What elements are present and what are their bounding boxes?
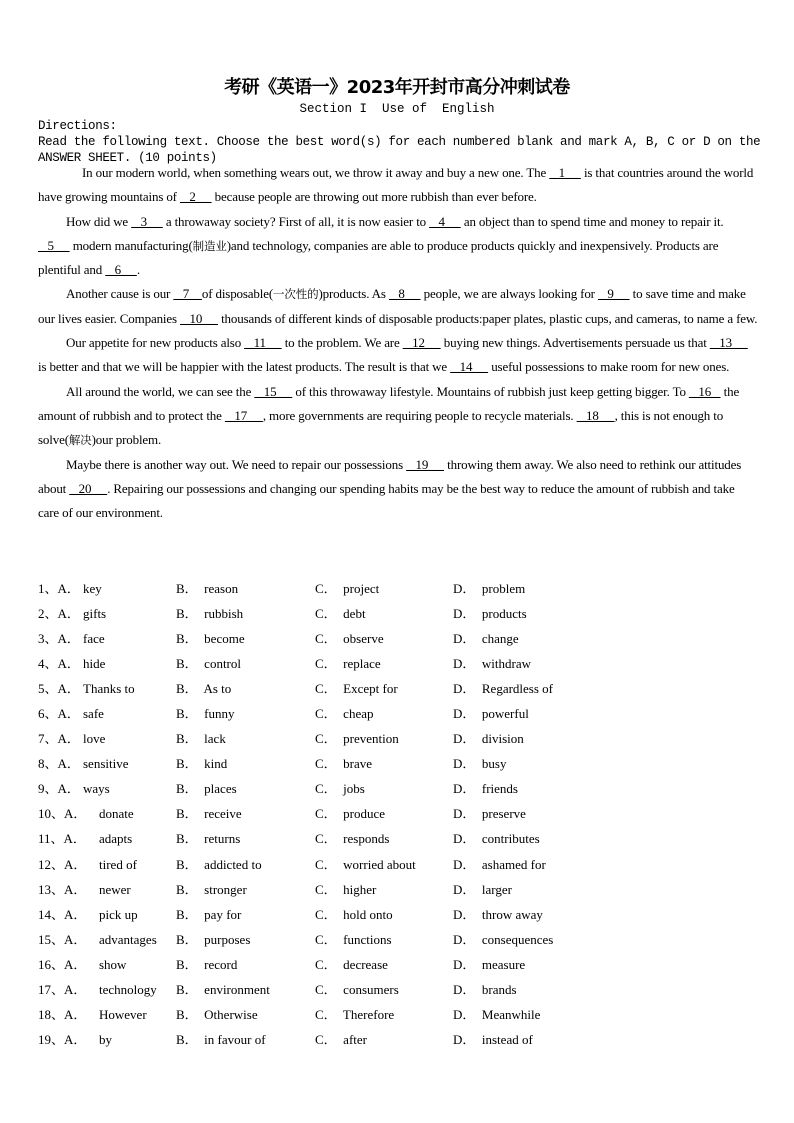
passage-text: is that countries around the world have growing mountains of	[38, 165, 754, 205]
question-number: 14、A．	[38, 906, 87, 922]
blank-18: _18__	[576, 407, 615, 423]
option-c: C． responds	[315, 831, 390, 847]
option-d: D． larger	[453, 881, 512, 897]
option-b: B． receive	[176, 806, 242, 822]
question-row	[38, 1002, 778, 1027]
option-a: pick up	[99, 906, 138, 922]
question-row	[38, 776, 778, 801]
option-c: C． prevention	[315, 731, 399, 747]
option-c: C． Therefore	[315, 1006, 395, 1022]
passage-text: Our appetite for new products also	[66, 335, 245, 351]
option-a: tired of	[99, 856, 137, 872]
blank-2: _2__	[179, 189, 212, 205]
passage-text: of disposable(	[201, 286, 274, 302]
option-b: B． lack	[176, 731, 226, 747]
blank-15: _15__	[254, 383, 293, 399]
question-number: 1、A．	[38, 581, 80, 596]
blank-19: _19__	[406, 456, 445, 472]
question-row	[38, 651, 778, 676]
option-b: B． reason	[176, 581, 239, 596]
question-row	[38, 826, 778, 851]
option-b: B． addicted to	[176, 856, 262, 872]
option-c: C． functions	[315, 931, 392, 947]
option-a: love	[83, 731, 106, 747]
question-number: 2、A．	[38, 606, 80, 622]
option-a: gifts	[83, 606, 107, 622]
option-a: key	[83, 581, 102, 596]
option-d: D． ashamed for	[453, 856, 546, 872]
question-row	[38, 726, 778, 751]
option-b: B． funny	[176, 706, 235, 722]
option-a: newer	[99, 881, 131, 897]
question-row	[38, 877, 778, 902]
passage-paragraph-5	[38, 380, 758, 453]
option-d: D． contributes	[453, 831, 540, 847]
option-b: B． pay for	[176, 906, 242, 922]
option-c: C． cheap	[315, 706, 374, 722]
option-b: B． returns	[176, 831, 241, 847]
option-d: D． products	[453, 606, 527, 622]
option-a: safe	[83, 706, 104, 722]
option-b: B． control	[176, 656, 241, 672]
option-d: D． instead of	[453, 1031, 533, 1047]
passage-text: All around the world, we can see the	[66, 383, 255, 399]
passage-text: an object than to spend time and money to repair it.	[460, 213, 724, 229]
question-number: 19、A．	[38, 1031, 87, 1047]
passage-text: useful possessions to make room for new ones.	[488, 359, 730, 375]
blank-12: _12__	[402, 335, 441, 351]
blank-10: _10__	[180, 310, 218, 326]
question-number: 10、A．	[38, 806, 87, 822]
option-c: C． worried about	[315, 856, 416, 872]
passage-text: , this is not enough to solve(	[38, 407, 724, 448]
passage-text: people, we are always looking for	[420, 286, 598, 302]
question-number: 5、A．	[38, 681, 80, 697]
question-row	[38, 902, 778, 927]
option-b: B． places	[176, 781, 237, 797]
option-a: ways	[83, 781, 110, 797]
directions-text-line1: Read the following text. Choose the best word(s) for each numbered blank and mark A, B, C or D on the	[38, 135, 761, 149]
option-a: sensitive	[83, 756, 129, 772]
option-a: face	[83, 631, 105, 647]
question-row	[38, 701, 778, 726]
option-a: technology	[99, 981, 157, 997]
passage-text: because people are throwing out more rubbish than ever before.	[211, 189, 537, 205]
question-row	[38, 801, 778, 826]
option-a: hide	[83, 656, 106, 672]
question-number: 12、A．	[38, 856, 87, 872]
chinese-gloss: 解决	[68, 433, 92, 448]
question-number: 3、A．	[38, 631, 80, 647]
option-d: D． powerful	[453, 706, 529, 722]
question-row	[38, 676, 778, 701]
option-d: D． Meanwhile	[453, 1006, 541, 1022]
directions-text-line2: ANSWER SHEET. (10 points)	[38, 151, 217, 165]
option-d: D． problem	[453, 581, 526, 596]
passage-text: the amount of rubbish and to protect the	[38, 383, 740, 423]
blank-20: _20__	[69, 480, 108, 496]
blank-16: _ 16_	[688, 383, 721, 399]
option-c: C． decrease	[315, 956, 388, 972]
option-a: advantages	[99, 931, 157, 947]
option-d: D． measure	[453, 956, 526, 972]
question-row	[38, 626, 778, 651]
passage-paragraph-6	[38, 453, 758, 526]
passage-text: Maybe there is another way out. We need to repair our possessions	[66, 456, 407, 472]
option-b: B． become	[176, 631, 245, 647]
question-row	[38, 852, 778, 877]
blank-14: _14__	[450, 359, 489, 375]
option-b: B． kind	[176, 756, 228, 772]
question-number: 16、A．	[38, 956, 87, 972]
passage-text: )our problem.	[91, 432, 162, 448]
option-d: D． friends	[453, 781, 518, 797]
option-c: C． debt	[315, 606, 366, 622]
cloze-passage	[38, 161, 758, 525]
option-a: However	[99, 1006, 147, 1022]
option-d: D． change	[453, 631, 519, 647]
option-c: C． produce	[315, 806, 386, 822]
option-c: C． higher	[315, 881, 377, 897]
question-row	[38, 751, 778, 776]
option-b: B． purposes	[176, 931, 251, 947]
question-row	[38, 927, 778, 952]
option-b: B． environment	[176, 981, 270, 997]
question-row	[38, 601, 778, 626]
blank-17: _17__	[224, 407, 263, 423]
question-number: 6、A．	[38, 706, 80, 722]
blank-1: _1__	[549, 165, 581, 180]
option-c: C． project	[315, 581, 380, 596]
question-number: 11、A．	[38, 831, 86, 847]
option-c: C． replace	[315, 656, 381, 672]
passage-text: buying new things. Advertisements persuade us that	[440, 335, 710, 351]
option-c: C． observe	[315, 631, 384, 647]
chinese-gloss: 制造业	[192, 238, 227, 253]
passage-text: .	[136, 262, 140, 278]
blank-4: _4__	[429, 213, 461, 229]
chinese-gloss: 一次性的	[273, 287, 319, 302]
passage-text: a throwaway society? First of all, it is now easier to	[162, 213, 430, 229]
option-c: C． hold onto	[315, 906, 393, 922]
blank-3: _3__	[131, 213, 163, 229]
passage-text: modern manufacturing(	[69, 237, 193, 253]
question-number: 7、A．	[38, 731, 80, 747]
option-b: B． As to	[176, 681, 232, 697]
option-a: show	[99, 956, 127, 972]
passage-paragraph-4	[38, 331, 758, 380]
passage-text: In our modern world, when something wears out, we throw it away and buy a new one. The	[82, 165, 550, 180]
passage-text: , more governments are requiring people to recycle materials.	[262, 407, 577, 423]
option-d: D． throw away	[453, 906, 543, 922]
passage-paragraph-1	[38, 161, 758, 210]
passage-text: Another cause is our	[66, 286, 174, 302]
blank-6: _6__	[105, 262, 137, 278]
blank-11: _11__	[244, 335, 282, 351]
question-number: 8、A．	[38, 756, 80, 772]
question-row	[38, 1027, 778, 1052]
blank-5: _5__	[38, 237, 70, 253]
question-number: 15、A．	[38, 931, 87, 947]
option-c: C． consumers	[315, 981, 399, 997]
option-a: adapts	[99, 831, 133, 847]
option-a: by	[99, 1031, 112, 1047]
option-d: D． division	[453, 731, 524, 747]
option-c: C． jobs	[315, 781, 365, 797]
option-a: Thanks to	[83, 681, 135, 697]
question-number: 4、A．	[38, 656, 80, 672]
option-d: D． Regardless of	[453, 681, 554, 697]
answer-options-list	[38, 576, 778, 1052]
directions-label: Directions:	[38, 119, 117, 133]
exam-title: 考研《英语一》2023年开封市高分冲刺试卷	[224, 77, 570, 98]
option-c: C． Except for	[315, 681, 398, 697]
option-d: D． consequences	[453, 931, 554, 947]
passage-text: throwing them away. We also need to rethink our attitudes about	[38, 456, 742, 496]
passage-text: )products. As	[318, 286, 389, 302]
passage-text: )and technology, companies are able to produce products quickly and inexpensively. Products are plentiful and	[38, 237, 719, 278]
question-row	[38, 977, 778, 1002]
option-d: D． preserve	[453, 806, 526, 822]
option-b: B． record	[176, 956, 238, 972]
option-b: B． stronger	[176, 881, 247, 897]
passage-text: . Repairing our possessions and changing our spending habits may be the best way to reduce the amount of rubbish and take care of our environment.	[38, 480, 735, 521]
option-b: B． in favour of	[176, 1031, 266, 1047]
passage-text: of this throwaway lifestyle. Mountains of rubbish just keep getting bigger. To	[292, 383, 689, 399]
option-b: B． rubbish	[176, 606, 244, 622]
passage-paragraph-2	[38, 210, 758, 283]
option-b: B． Otherwise	[176, 1006, 258, 1022]
blank-8: _8__	[388, 286, 421, 302]
question-row	[38, 576, 778, 601]
passage-paragraph-3	[38, 282, 758, 331]
blank-7: _7__	[173, 286, 202, 302]
passage-text: to save time and make our lives easier. Companies	[38, 286, 746, 326]
option-d: D． busy	[453, 756, 507, 772]
option-d: D． withdraw	[453, 656, 531, 672]
question-number: 17、A．	[38, 981, 87, 997]
question-row	[38, 952, 778, 977]
passage-text: to the problem. We are	[281, 335, 403, 351]
question-number: 9、A．	[38, 781, 80, 797]
question-number: 18、A．	[38, 1006, 87, 1022]
passage-text: How did we	[66, 213, 132, 229]
passage-text: is better and that we will be happier with the latest products. The result is that we	[38, 359, 451, 375]
section-heading: Section I Use of English	[299, 102, 495, 116]
question-number: 13、A．	[38, 881, 87, 897]
option-c: C． brave	[315, 756, 373, 772]
option-d: D． brands	[453, 981, 517, 997]
blank-13: _13__	[709, 335, 748, 351]
option-c: C． after	[315, 1031, 367, 1047]
option-a: donate	[99, 806, 134, 822]
passage-text: thousands of different kinds of disposable products:paper plates, plastic cups, and cameras, to name a few.	[217, 310, 758, 326]
blank-9: _9__	[597, 286, 630, 302]
